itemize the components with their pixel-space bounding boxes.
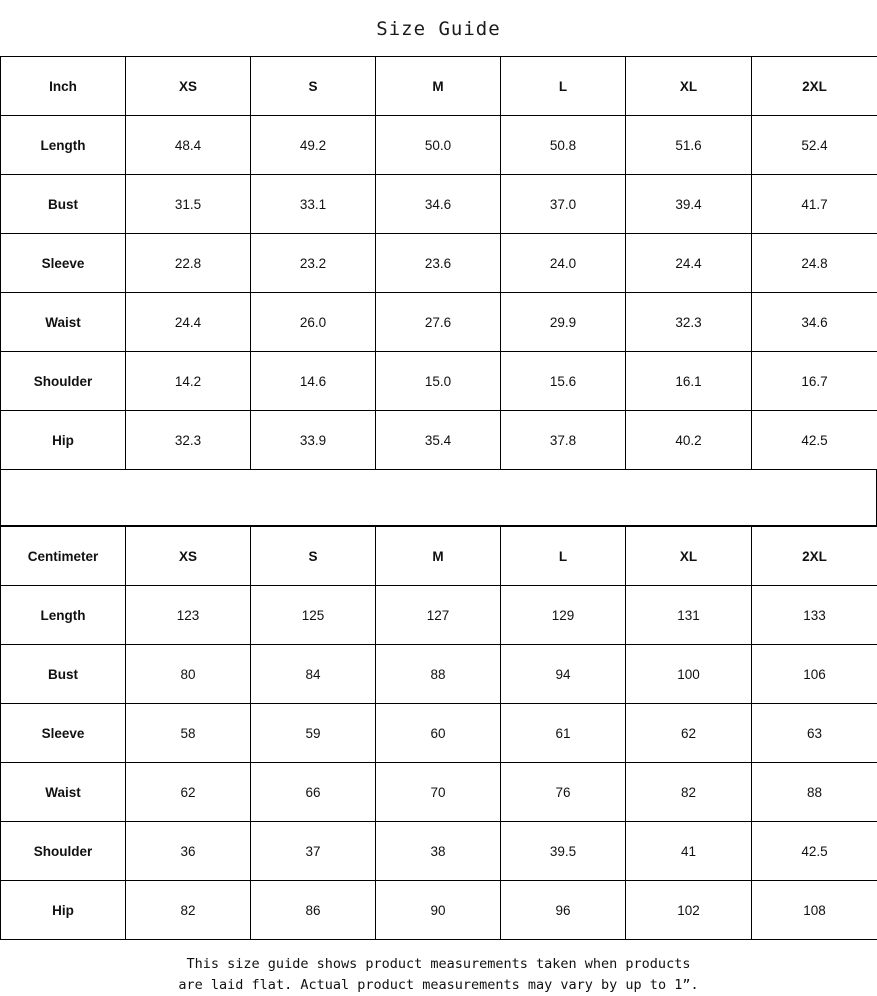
table-header-row <box>1 527 877 586</box>
unit-label-inch: Inch <box>1 57 126 116</box>
cell-value: 14.6 <box>251 352 376 411</box>
cell-value: 39.4 <box>626 175 752 234</box>
cell-value: 32.3 <box>626 293 752 352</box>
row-label-shoulder: Shoulder <box>1 822 126 881</box>
column-header-2xl: 2XL <box>752 57 877 116</box>
cell-value: 33.1 <box>251 175 376 234</box>
table-row <box>1 704 877 763</box>
cell-value: 35.4 <box>376 411 501 470</box>
row-label-sleeve: Sleeve <box>1 234 126 293</box>
table-row <box>1 175 877 234</box>
row-label-length: Length <box>1 116 126 175</box>
column-header-xl: XL <box>626 57 752 116</box>
cell-value: 84 <box>251 645 376 704</box>
column-header-2xl: 2XL <box>752 527 877 586</box>
table-row <box>1 352 877 411</box>
row-label-length: Length <box>1 586 126 645</box>
cell-value: 37.0 <box>501 175 626 234</box>
column-header-s: S <box>251 527 376 586</box>
page-title: Size Guide <box>0 0 877 56</box>
cell-value: 62 <box>626 704 752 763</box>
cell-value: 24.0 <box>501 234 626 293</box>
table-row <box>1 881 877 940</box>
cell-value: 50.8 <box>501 116 626 175</box>
cell-value: 86 <box>251 881 376 940</box>
cell-value: 22.8 <box>126 234 251 293</box>
cell-value: 66 <box>251 763 376 822</box>
table-row <box>1 586 877 645</box>
cell-value: 70 <box>376 763 501 822</box>
cell-value: 24.4 <box>126 293 251 352</box>
row-label-hip: Hip <box>1 411 126 470</box>
cell-value: 33.9 <box>251 411 376 470</box>
cell-value: 38 <box>376 822 501 881</box>
column-header-l: L <box>501 57 626 116</box>
cell-value: 60 <box>376 704 501 763</box>
cell-value: 24.8 <box>752 234 877 293</box>
cell-value: 23.6 <box>376 234 501 293</box>
cell-value: 29.9 <box>501 293 626 352</box>
column-header-s: S <box>251 57 376 116</box>
cell-value: 82 <box>126 881 251 940</box>
cell-value: 90 <box>376 881 501 940</box>
column-header-xs: XS <box>126 57 251 116</box>
cell-value: 96 <box>501 881 626 940</box>
cell-value: 15.0 <box>376 352 501 411</box>
row-label-waist: Waist <box>1 763 126 822</box>
cell-value: 61 <box>501 704 626 763</box>
cell-value: 34.6 <box>376 175 501 234</box>
cell-value: 40.2 <box>626 411 752 470</box>
cell-value: 102 <box>626 881 752 940</box>
cell-value: 88 <box>376 645 501 704</box>
table-separator <box>0 470 877 526</box>
cell-value: 26.0 <box>251 293 376 352</box>
cell-value: 131 <box>626 586 752 645</box>
cell-value: 63 <box>752 704 877 763</box>
table-row <box>1 411 877 470</box>
table-header-row <box>1 57 877 116</box>
cell-value: 15.6 <box>501 352 626 411</box>
column-header-xs: XS <box>126 527 251 586</box>
cell-value: 133 <box>752 586 877 645</box>
cell-value: 42.5 <box>752 411 877 470</box>
column-header-xl: XL <box>626 527 752 586</box>
cell-value: 59 <box>251 704 376 763</box>
cell-value: 42.5 <box>752 822 877 881</box>
centimeter-size-table <box>0 526 877 940</box>
table-row <box>1 822 877 881</box>
cell-value: 24.4 <box>626 234 752 293</box>
row-label-sleeve: Sleeve <box>1 704 126 763</box>
cell-value: 127 <box>376 586 501 645</box>
row-label-bust: Bust <box>1 645 126 704</box>
cell-value: 36 <box>126 822 251 881</box>
cell-value: 82 <box>626 763 752 822</box>
cell-value: 76 <box>501 763 626 822</box>
cell-value: 16.1 <box>626 352 752 411</box>
table-row <box>1 116 877 175</box>
cell-value: 88 <box>752 763 877 822</box>
cell-value: 51.6 <box>626 116 752 175</box>
cell-value: 41.7 <box>752 175 877 234</box>
row-label-waist: Waist <box>1 293 126 352</box>
cell-value: 49.2 <box>251 116 376 175</box>
cell-value: 23.2 <box>251 234 376 293</box>
cell-value: 106 <box>752 645 877 704</box>
cell-value: 108 <box>752 881 877 940</box>
row-label-bust: Bust <box>1 175 126 234</box>
cell-value: 58 <box>126 704 251 763</box>
column-header-m: M <box>376 527 501 586</box>
table-row <box>1 645 877 704</box>
row-label-shoulder: Shoulder <box>1 352 126 411</box>
column-header-m: M <box>376 57 501 116</box>
footnote-line-1: This size guide shows product measurements taken when products <box>40 954 837 975</box>
cell-value: 50.0 <box>376 116 501 175</box>
footnote-line-2: are laid flat. Actual product measurements may vary by up to 1”. <box>40 975 837 996</box>
cell-value: 34.6 <box>752 293 877 352</box>
row-label-hip: Hip <box>1 881 126 940</box>
cell-value: 123 <box>126 586 251 645</box>
cell-value: 129 <box>501 586 626 645</box>
cell-value: 32.3 <box>126 411 251 470</box>
cell-value: 37 <box>251 822 376 881</box>
cell-value: 16.7 <box>752 352 877 411</box>
table-row <box>1 234 877 293</box>
cell-value: 100 <box>626 645 752 704</box>
cell-value: 94 <box>501 645 626 704</box>
cell-value: 125 <box>251 586 376 645</box>
cell-value: 80 <box>126 645 251 704</box>
inch-size-table <box>0 56 877 470</box>
cell-value: 41 <box>626 822 752 881</box>
cell-value: 52.4 <box>752 116 877 175</box>
footnote <box>0 940 877 996</box>
table-row <box>1 293 877 352</box>
cell-value: 48.4 <box>126 116 251 175</box>
cell-value: 27.6 <box>376 293 501 352</box>
cell-value: 37.8 <box>501 411 626 470</box>
unit-label-centimeter: Centimeter <box>1 527 126 586</box>
cell-value: 31.5 <box>126 175 251 234</box>
cell-value: 39.5 <box>501 822 626 881</box>
cell-value: 62 <box>126 763 251 822</box>
table-row <box>1 763 877 822</box>
column-header-l: L <box>501 527 626 586</box>
cell-value: 14.2 <box>126 352 251 411</box>
